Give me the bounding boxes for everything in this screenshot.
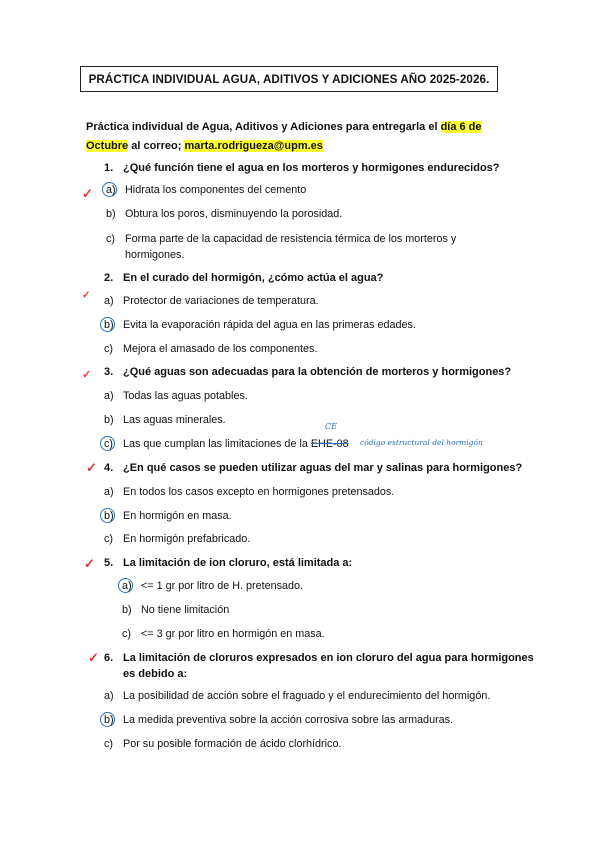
- q5-option-c[interactable]: c) <= 3 gr por litro en hormigón en masa.: [122, 628, 325, 640]
- q3-option-b[interactable]: b) Las aguas minerales.: [104, 414, 226, 426]
- question-5: 5. La limitación de ion cloruro, está limitada a:: [104, 557, 353, 569]
- q6-option-c[interactable]: c) Por su posible formación de ácido clorhídrico.: [104, 738, 342, 750]
- due-date-highlight: día 6 de: [440, 121, 482, 133]
- check-mark: ✓: [82, 290, 91, 301]
- q5-option-b[interactable]: b) No tiene limitación: [122, 604, 230, 616]
- question-1: 1. ¿Qué función tiene el agua en los morteros y hormigones endurecidos?: [104, 162, 500, 174]
- q2-option-a[interactable]: a) Protector de variaciones de temperatura.: [104, 295, 319, 307]
- question-2: 2. En el curado del hormigón, ¿cómo actúa el agua?: [104, 272, 384, 284]
- q1-option-b[interactable]: b) Obtura los poros, disminuyendo la porosidad.: [106, 208, 343, 220]
- q3-option-c[interactable]: c) Las que cumplan las limitaciones de la EHE-08: [104, 436, 564, 452]
- check-mark: ✓: [82, 369, 92, 381]
- check-mark: ✓: [88, 650, 99, 665]
- check-mark: ✓: [84, 556, 95, 571]
- page-title: PRÁCTICA INDIVIDUAL AGUA, ADITIVOS Y ADICIONES AÑO 2025-2026.: [80, 66, 498, 92]
- q5-option-a[interactable]: a) <= 1 gr por litro de H. pretensado.: [122, 578, 542, 594]
- email-link[interactable]: marta.rodrigueza@upm.es: [184, 140, 323, 152]
- question-4: 4. ¿En qué casos se pueden utilizar aguas del mar y salinas para hormigones?: [104, 462, 523, 474]
- q3-option-a[interactable]: a) Todas las aguas potables.: [104, 390, 248, 402]
- due-date-highlight-2: Octubre: [86, 140, 129, 152]
- q6-option-b[interactable]: b) La medida preventiva sobre la acción corrosiva sobre las armaduras.: [104, 712, 564, 728]
- q4-option-b[interactable]: b) En hormigón en masa.: [104, 508, 544, 524]
- q4-option-c[interactable]: c) En hormigón prefabricado.: [104, 533, 251, 545]
- q1-option-c[interactable]: c) Forma parte de la capacidad de resistencia térmica de los morteros y hormigones.: [106, 233, 457, 261]
- q1-option-a[interactable]: a) Hidrata los componentes del cemento: [106, 182, 546, 198]
- handwritten-side-annotation: código estructural del hormigón: [360, 438, 483, 447]
- q6-option-a[interactable]: a) La posibilidad de acción sobre el fraguado y el endurecimiento del hormigón.: [104, 690, 491, 702]
- question-3: 3. ¿Qué aguas son adecuadas para la obtención de morteros y hormigones?: [104, 366, 512, 378]
- check-mark: ✓: [82, 186, 93, 201]
- struck-reference: EHE-08: [310, 438, 349, 450]
- check-mark: ✓: [86, 460, 97, 475]
- q2-option-c[interactable]: c) Mejora el amasado de los componentes.: [104, 343, 318, 355]
- q2-option-b[interactable]: b) Evita la evaporación rápida del agua en las primeras edades.: [104, 317, 544, 333]
- q4-option-a[interactable]: a) En todos los casos excepto en hormigones pretensados.: [104, 486, 395, 498]
- handwritten-ce-annotation: CE: [325, 422, 337, 431]
- question-6: 6. La limitación de cloruros expresados en ion cloruro del agua para hormigones es debido a:: [104, 652, 534, 680]
- intro-paragraph: Práctica individual de Agua, Aditivos y Adiciones para entregarla el día 6 de Octubre al correo; marta.rodrigueza@upm.es: [86, 121, 482, 152]
